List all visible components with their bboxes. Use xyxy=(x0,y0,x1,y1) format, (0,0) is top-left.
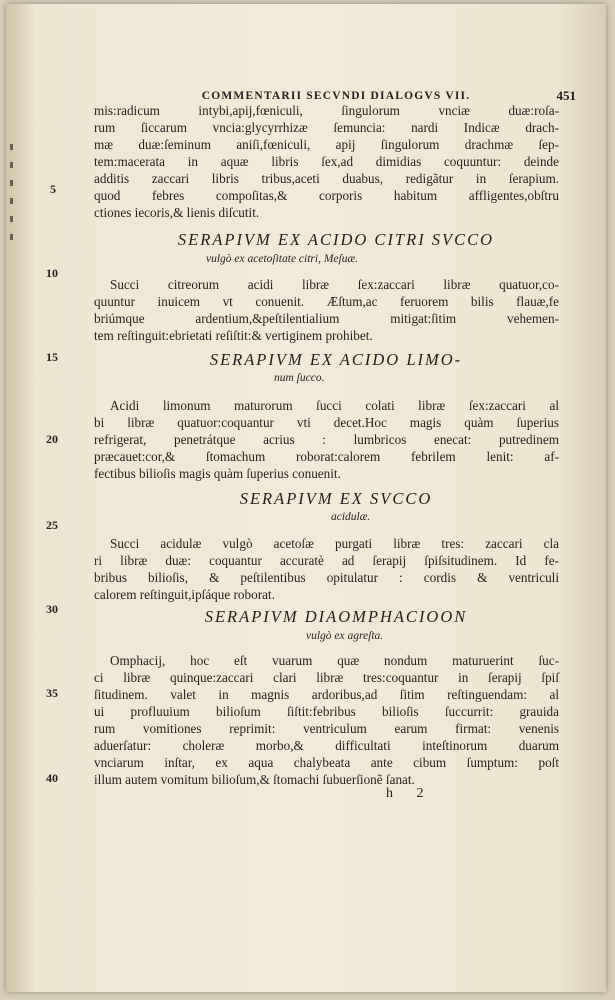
text-line: briúmque ardentium,&peſtilentialium mitigat:ſitim vehemen- xyxy=(94,311,559,326)
margin-line-number: 20 xyxy=(46,432,58,446)
margin-line-number: 35 xyxy=(46,686,58,700)
section-title: SERAPIVM DIAOMPHACIOON xyxy=(204,607,468,626)
text-line: ci libræ quinque:zaccari clari libræ tres:coquantur in ſerapij ſpiſ xyxy=(94,670,559,685)
text-line: ri libræ duæ: coquantur accuratè ad ſerapij ſpiſsitudinem. Id fe- xyxy=(94,553,559,568)
section-subtitle: vulgò ex acetoſitate citri, Meſuæ. xyxy=(206,253,359,265)
text-line: præcauet:cor,& ſtomachum roborat:calorem febrilem lenit: af- xyxy=(94,449,559,464)
section-title: SERAPIVM EX SVCCO xyxy=(239,489,433,508)
margin-line-number: 10 xyxy=(46,266,58,280)
text-line: Succi citreorum acidi libræ ſex:zaccari libræ quatuor,co- xyxy=(110,277,559,292)
section-title: SERAPIVM EX ACIDO LIMO- xyxy=(209,350,463,369)
text-line: refrigerat, penetrátque acrius : lumbricos enecat: putredinem xyxy=(94,432,559,447)
margin-line-number: 25 xyxy=(46,518,58,532)
text-line: bribus bilioſis, & peſtilentibus opitulatur : cordis & ventriculi xyxy=(94,570,559,585)
text-line: Omphacij, hoc eſt vuarum quæ nondum maturuerint ſuc- xyxy=(110,653,559,668)
page-number: 451 xyxy=(556,88,576,103)
binding-marks xyxy=(6,144,18,254)
text-line: Acidi limonum maturorum ſucci colati libræ ſex:zaccari al xyxy=(110,398,559,413)
text-line: ui profluuium bilioſum ſiſtit:febribus bilioſis ſuccurrit: grauida xyxy=(94,704,559,719)
section-title: SERAPIVM EX ACIDO CITRI SVCCO xyxy=(177,230,495,249)
text-line: additis zaccari libris tribus,aceti duabus, redigãtur in ſerapium. xyxy=(94,171,559,186)
text-line: tem:macerata in aquæ libris ſex,ad dimidias coquuntur: deinde xyxy=(94,154,559,169)
text-line: ſitudinem. valet in magnis ardoribus,ad ſitim reſtinguendam: al xyxy=(94,687,559,702)
text-line: mis:radicum intybi,apij,fœniculi, ſingulorum vnciæ duæ:roſa- xyxy=(94,103,559,118)
text-line: illum autem vomitum bilioſum,& ſtomachi ſubuerſionẽ ſanat. xyxy=(94,772,415,787)
running-header xyxy=(106,88,576,103)
section-subtitle: vulgò ex agreſta. xyxy=(306,630,384,642)
margin-line-number: 15 xyxy=(46,350,58,364)
running-title: COMMENTARII SECVNDI DIALOGVS VII. xyxy=(201,90,471,102)
margin-line-number: 5 xyxy=(50,182,56,196)
margin-line-number: 30 xyxy=(46,602,58,616)
text-line: calorem reſtinguit,ipſáque roborat. xyxy=(94,587,275,602)
text-line: rum ſiccarum vncia:glycyrrhizæ ſemuncia: nardi Indicæ drach- xyxy=(94,120,559,135)
text-line: quod febres compoſitas,& corporis habitum affligentes,obſtru xyxy=(94,188,559,203)
section-subtitle: acidulæ. xyxy=(331,511,371,523)
signature-mark: h 2 xyxy=(386,786,434,801)
section-subtitle: num ſucco. xyxy=(274,372,325,384)
margin-line-number: 40 xyxy=(46,771,58,785)
text-line: vnciarum inſtar, ex aqua chalybeata ante cibum ſumptum: poſt xyxy=(94,755,559,770)
text-line: aduerſatur: choleræ morbo,& difficultati inteſtinorum duarum xyxy=(94,738,559,753)
text-line: tem reſtinguit:ebrietati reſiſtit:& vertiginem prohibet. xyxy=(94,328,373,343)
text-line: rum vomitiones reprimit: ventriculum earum firmat: venenis xyxy=(94,721,559,736)
text-line: fectibus bilioſis magis quàm ſuperius conuenit. xyxy=(94,466,341,481)
text-line: Succi acidulæ vulgò acetoſæ purgati libræ tres: zaccari cla xyxy=(110,536,559,551)
text-line: ctiones iecoris,& lienis diſcutit. xyxy=(94,205,260,220)
text-line: bi libræ quatuor:coquantur vti decet.Hoc magis quàm ſuperius xyxy=(94,415,559,430)
text-line: mæ duæ:ſeminum aniſi,fœniculi, apij ſingulorum drachmæ ſep- xyxy=(94,137,559,152)
text-line: quuntur inuicem vt conuenit. Æſtum,ac feruorem bilis flauæ,fe xyxy=(94,294,559,309)
book-page xyxy=(6,4,606,992)
